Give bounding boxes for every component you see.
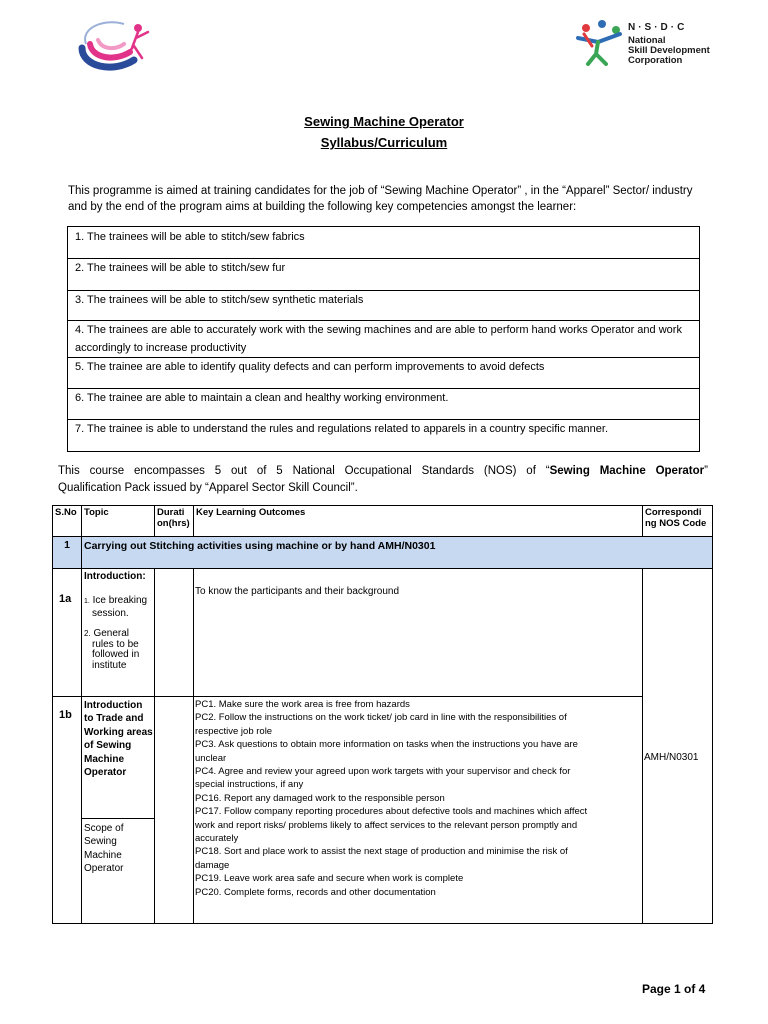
encompass-text: This course encompasses 5 out of 5 National Occupational Standards (NOS) of “: [58, 465, 550, 477]
outcome-line: PC16. Report any damaged work to the responsible person: [195, 792, 445, 804]
competency-item: 1. The trainees will be able to stitch/sew fabrics: [68, 227, 699, 259]
header-nos-line2: ng NOS Code: [645, 518, 707, 529]
competency-item: 4. The trainees are able to accurately work with the sewing machines and are able to perform hand works Operator and work accordingly to increase productivity: [68, 321, 699, 358]
encompass-paragraph: [58, 463, 708, 497]
outcome-line: damage: [195, 859, 230, 871]
header-nos-code: [642, 505, 713, 537]
row-1b-topic-lines: [84, 699, 153, 779]
row-1b-topic-line: Working areas: [84, 726, 153, 738]
intro-paragraph: This programme is aimed at training candidates for the job of “Sewing Machine Operator” , in the “Apparel” Sector/ industry and by the end of the program aims at building the following key competencies amongst the learner:: [68, 185, 693, 213]
encompass-close-quote: ”: [704, 465, 708, 477]
header-nos-line1: Correspondi: [645, 507, 702, 518]
row-1a-item-1-line2: session.: [92, 608, 129, 619]
outcome-line: PC3. Ask questions to obtain more information on tasks when the instructions you have are: [195, 739, 578, 751]
page-number: Page 1 of 4: [642, 982, 706, 996]
header-duration-line1: Durati: [157, 507, 185, 518]
row-1b-topic: [81, 696, 155, 819]
nsdc-line-1: National: [628, 35, 666, 46]
competency-item: 2. The trainees will be able to stitch/sew fur: [68, 259, 699, 291]
row-1a-outcome: To know the participants and their background: [195, 586, 400, 597]
competency-item: 6. The trainee are able to maintain a clean and healthy working environment.: [68, 389, 699, 420]
curriculum-table: [52, 505, 713, 924]
row-1b-scope-line: Operator: [84, 863, 124, 875]
outcome-line: PC1. Make sure the work area is free from hazards: [195, 699, 410, 710]
row-1b-scope: [81, 818, 155, 924]
nos-code: AMH/N0301: [644, 752, 699, 763]
row-1b-outcomes: [193, 696, 643, 924]
outcome-line: PC2. Follow the instructions on the work ticket/ job card in line with the responsibilities of: [195, 712, 567, 724]
row-1a-item-2-line2: rules to be: [92, 638, 139, 650]
competency-item: 7. The trainee is able to understand the rules and regulations related to apparels in a country specific manner.: [75, 423, 609, 435]
row-1b-outcome-list: [195, 698, 587, 899]
outcome-line: respective job role: [195, 725, 273, 737]
outcome-line: PC17. Follow company reporting procedures about defective tools and machines which affect: [195, 806, 588, 818]
row-1a-topic-title: Introduction:: [84, 571, 146, 582]
outcome-line: PC20. Complete forms, records and other documentation: [195, 886, 436, 898]
nsdc-letters: N·S·D·C: [628, 22, 688, 33]
row-1b-scope-lines: [84, 822, 123, 876]
header-duration-line2: on(hrs): [157, 518, 190, 529]
outcome-line: unclear: [195, 752, 227, 764]
nos-code-cell: [642, 568, 713, 924]
section-number: 1: [52, 536, 82, 569]
section-title: Carrying out Stitching activities using machine or by hand AMH/N0301: [81, 536, 713, 569]
document-subtitle: Syllabus/Curriculum: [320, 135, 448, 150]
row-1b-scope-line: Machine: [84, 849, 122, 861]
row-1b-sno: 1b: [59, 709, 72, 721]
outcome-line: PC18. Sort and place work to assist the next stage of production and minimise the risk of: [195, 846, 568, 858]
row-1a-sno: 1a: [59, 593, 72, 605]
row-1b-topic-line: to Trade and: [84, 713, 144, 725]
header-duration: [154, 505, 194, 537]
row-1a-item-1-line1: Ice breaking: [92, 595, 148, 606]
nsdc-figure-icon: [576, 20, 624, 66]
nsdc-line-2: Skill Development: [628, 45, 710, 56]
outcome-line: PC19. Leave work area safe and secure when work is complete: [195, 873, 464, 885]
row-1a-item-1-number: 1.: [84, 598, 90, 605]
outcome-line: PC4. Agree and review your agreed upon work targets with your supervisor and check for: [195, 766, 571, 778]
row-1a-item-2: [84, 629, 154, 671]
row-1b-scope-line: Sewing: [84, 836, 117, 848]
row-1a-topic: [81, 568, 155, 697]
competency-list: [67, 226, 700, 452]
outcome-line: work and report risks/ problems likely to affect services to the relevant person promptly and: [195, 819, 578, 831]
skill-ministry-logo-icon: [72, 14, 164, 74]
row-1b-sno-cell: [52, 696, 82, 924]
header-sno: S.No: [52, 505, 82, 537]
document-title: Sewing Machine Operator: [304, 114, 464, 129]
competency-item: 5. The trainee are able to identify quality defects and can perform improvements to avoid defects: [68, 358, 699, 389]
row-1a-duration: [154, 568, 194, 697]
row-1b-topic-line: of Sewing: [84, 740, 132, 752]
header-outcomes: Key Learning Outcomes: [193, 505, 643, 537]
row-1a-item-2-line4: institute: [92, 659, 127, 671]
row-1a-item-2-number: 2.: [84, 629, 91, 638]
row-1a-item-2-line3: followed in: [92, 649, 140, 660]
row-1a-sno-cell: [52, 568, 82, 697]
row-1b-topic-line: Introduction: [84, 700, 143, 711]
encompass-qualification: Sewing Machine Operator: [549, 465, 705, 477]
row-1b-topic-line: Machine: [84, 753, 125, 765]
row-1a-item-2-line1: General: [93, 628, 130, 639]
outcome-line: special instructions, if any: [195, 779, 304, 791]
nsdc-logo: [576, 20, 716, 70]
row-1b-duration: [154, 696, 194, 924]
header-topic: Topic: [81, 505, 155, 537]
encompass-line-2: Qualification Pack issued by “Apparel Sector Skill Council”.: [58, 482, 358, 494]
row-1a-item-1: [84, 595, 154, 620]
nsdc-line-3: Corporation: [628, 55, 683, 66]
competency-item: 3. The trainees will be able to stitch/sew synthetic materials: [68, 291, 699, 321]
encompass-line-1: [58, 463, 708, 480]
row-1b-scope-line: Scope of: [84, 823, 124, 834]
skill-ministry-logo: [72, 14, 164, 74]
row-1a-outcome-cell: [193, 568, 643, 697]
row-1b-topic-line: Operator: [84, 767, 127, 779]
outcome-line: accurately: [195, 833, 239, 845]
